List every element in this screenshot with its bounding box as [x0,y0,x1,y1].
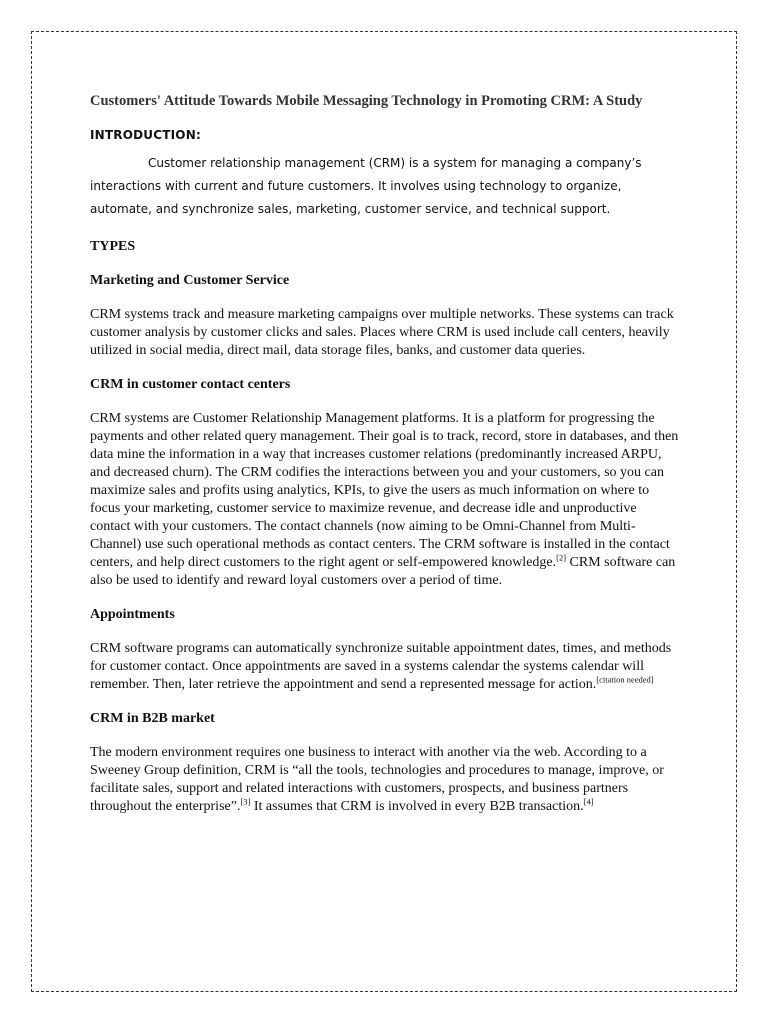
b2b-text-1: The modern environment requires one business to interact with another via the web. According to a Sweeney Group definition, CRM is “all the tools, technologies and procedures to manage, improve, or facilitate sales, support and related interactions with customers, prospects, and business partners throughout the enterprise”. [90,745,664,814]
marketing-paragraph: CRM systems track and measure marketing campaigns over multiple networks. These systems can track customer analysis by customer clicks and sales. Places where CRM is used include call centers, heavily utilized in social media, direct mail, data storage files, banks, and customer data queries. [90,307,674,358]
contact-centers-paragraph [90,410,680,590]
appointments-text: CRM software programs can automatically synchronize suitable appointment dates, times, and methods for customer contact. Once appointments are saved in a systems calendar the systems calendar will remember. Then, later retrieve the appointment and send a represented message for action. [90,641,672,692]
b2b-text-2: It assumes that CRM is involved in every B2B transaction. [250,799,584,814]
contact-centers-text-2: CRM software can also be used to identify and reward loyal customers over a period of time. [90,555,676,588]
citation-ref-2[interactable]: [2] [556,552,567,563]
contact-centers-heading: CRM in customer contact centers [90,377,291,392]
intro-paragraph: Customer relationship management (CRM) is a system for managing a company’s interactions with current and future customers. It involves using technology to organize, automate, and synchronize sales, marketing, customer service, and technical support. [90,156,642,216]
b2b-paragraph [90,744,680,816]
citation-ref-4[interactable]: [4] [583,796,594,807]
appointments-heading: Appointments [90,607,175,622]
document-body [90,93,680,832]
b2b-heading: CRM in B2B market [90,711,215,726]
contact-centers-text-1: CRM systems are Customer Relationship Management platforms. It is a platform for progressing the payments and other related query management. Their goal is to track, record, store in databases, and then data mine the information in a way that increases customer relations (predominantly increased ARPU, and decreased churn). The CRM codifies the interactions between you and your customers, so you can maximize sales and profits using analytics, KPIs, to give the users as much information on where to focus your marketing, customer service to maximize revenue, and decrease idle and unproductive contact with your customers. The contact channels (now aiming to be Omni-Channel from Multi-Channel) use such operational methods as contact centers. The CRM software is installed in the contact centers, and help direct customers to the right agent or self-empowered knowledge. [90,411,679,570]
appointments-paragraph [90,640,680,694]
types-heading: TYPES [90,239,136,254]
intro-heading: INTRODUCTION: [90,128,201,142]
document-title: Customers' Attitude Towards Mobile Messaging Technology in Promoting CRM: A Study [90,93,643,109]
citation-ref-3[interactable]: [3] [240,796,251,807]
marketing-heading: Marketing and Customer Service [90,273,290,288]
citation-needed-ref[interactable]: [citation needed] [596,674,654,685]
